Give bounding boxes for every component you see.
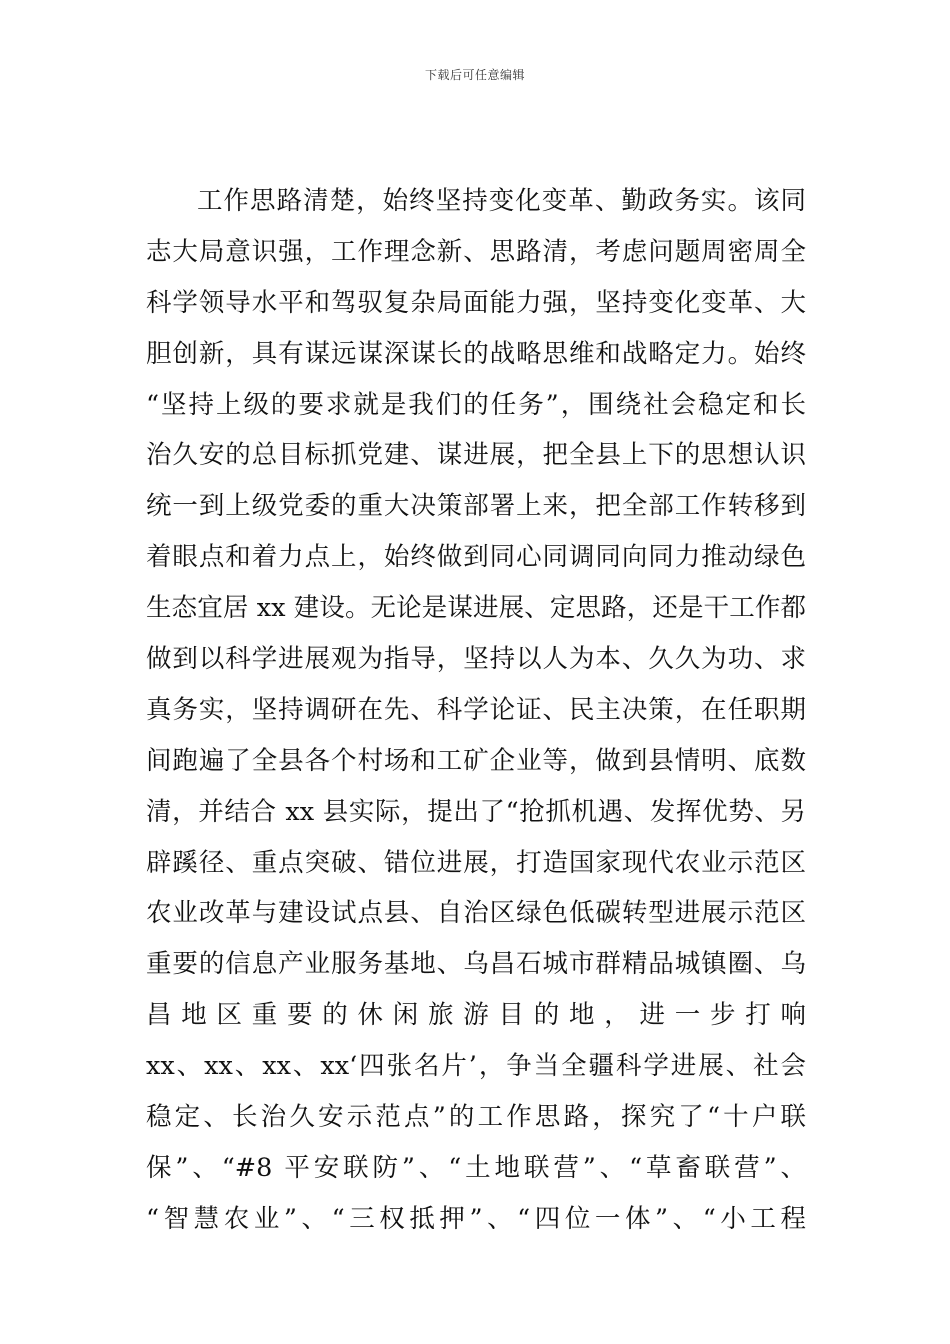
text-line: 做到以科学进展观为指导，坚持以人为本、久久为功、求 <box>146 644 806 675</box>
text-line: 生态宜居 xx 建设。无论是谋进展、定思路，还是干工作都 <box>146 593 806 624</box>
text-line: 间跑遍了全县各个村场和工矿企业等，做到县情明、底数 <box>146 745 806 776</box>
text-line: 统一到上级党委的重大决策部署上来，把全部工作转移到 <box>146 491 806 522</box>
text-line: “智慧农业”、“三权抵押”、“四位一体”、“小工程 <box>146 1203 806 1234</box>
text-line: 清，并结合 xx 县实际，提出了“抢抓机遇、发挥优势、另 <box>146 796 806 827</box>
text-line: 昌地区重要的休闲旅游目的地，进一步打响 <box>146 1000 806 1031</box>
text-line: “坚持上级的要求就是我们的任务”，围绕社会稳定和长 <box>146 389 806 420</box>
text-line: 稳定、长治久安示范点”的工作思路，探究了“十户联 <box>146 1102 806 1133</box>
text-line: 保”、“#8 平安联防”、“土地联营”、“草畜联营”、 <box>146 1152 806 1183</box>
text-line: 着眼点和着力点上，始终做到同心同调同向同力推动绿色 <box>146 542 806 573</box>
text-line: 工作思路清楚，始终坚持变化变革、勤政务实。该同 <box>197 186 806 216</box>
text-line: 治久安的总目标抓党建、谋进展，把全县上下的思想认识 <box>146 440 806 471</box>
page-header-note: 下载后可任意编辑 <box>424 68 525 82</box>
text-line: 辟蹊径、重点突破、错位进展，打造国家现代农业示范区 <box>146 847 806 878</box>
text-line: 重要的信息产业服务基地、乌昌石城市群精品城镇圈、乌 <box>146 949 806 980</box>
body-paragraph <box>146 176 806 1245</box>
text-line: 真务实，坚持调研在先、科学论证、民主决策，在任职期 <box>146 694 806 725</box>
text-line: 胆创新，具有谋远谋深谋长的战略思维和战略定力。始终 <box>146 338 806 369</box>
text-line: xx、xx、xx、xx‘四张名片’，争当全疆科学进展、社会 <box>146 1051 806 1082</box>
text-line: 农业改革与建设试点县、自治区绿色低碳转型进展示范区 <box>146 898 806 929</box>
text-line: 志大局意识强，工作理念新、思路清，考虑问题周密周全 <box>146 236 806 267</box>
text-line: 科学领导水平和驾驭复杂局面能力强，坚持变化变革、大 <box>146 287 806 318</box>
